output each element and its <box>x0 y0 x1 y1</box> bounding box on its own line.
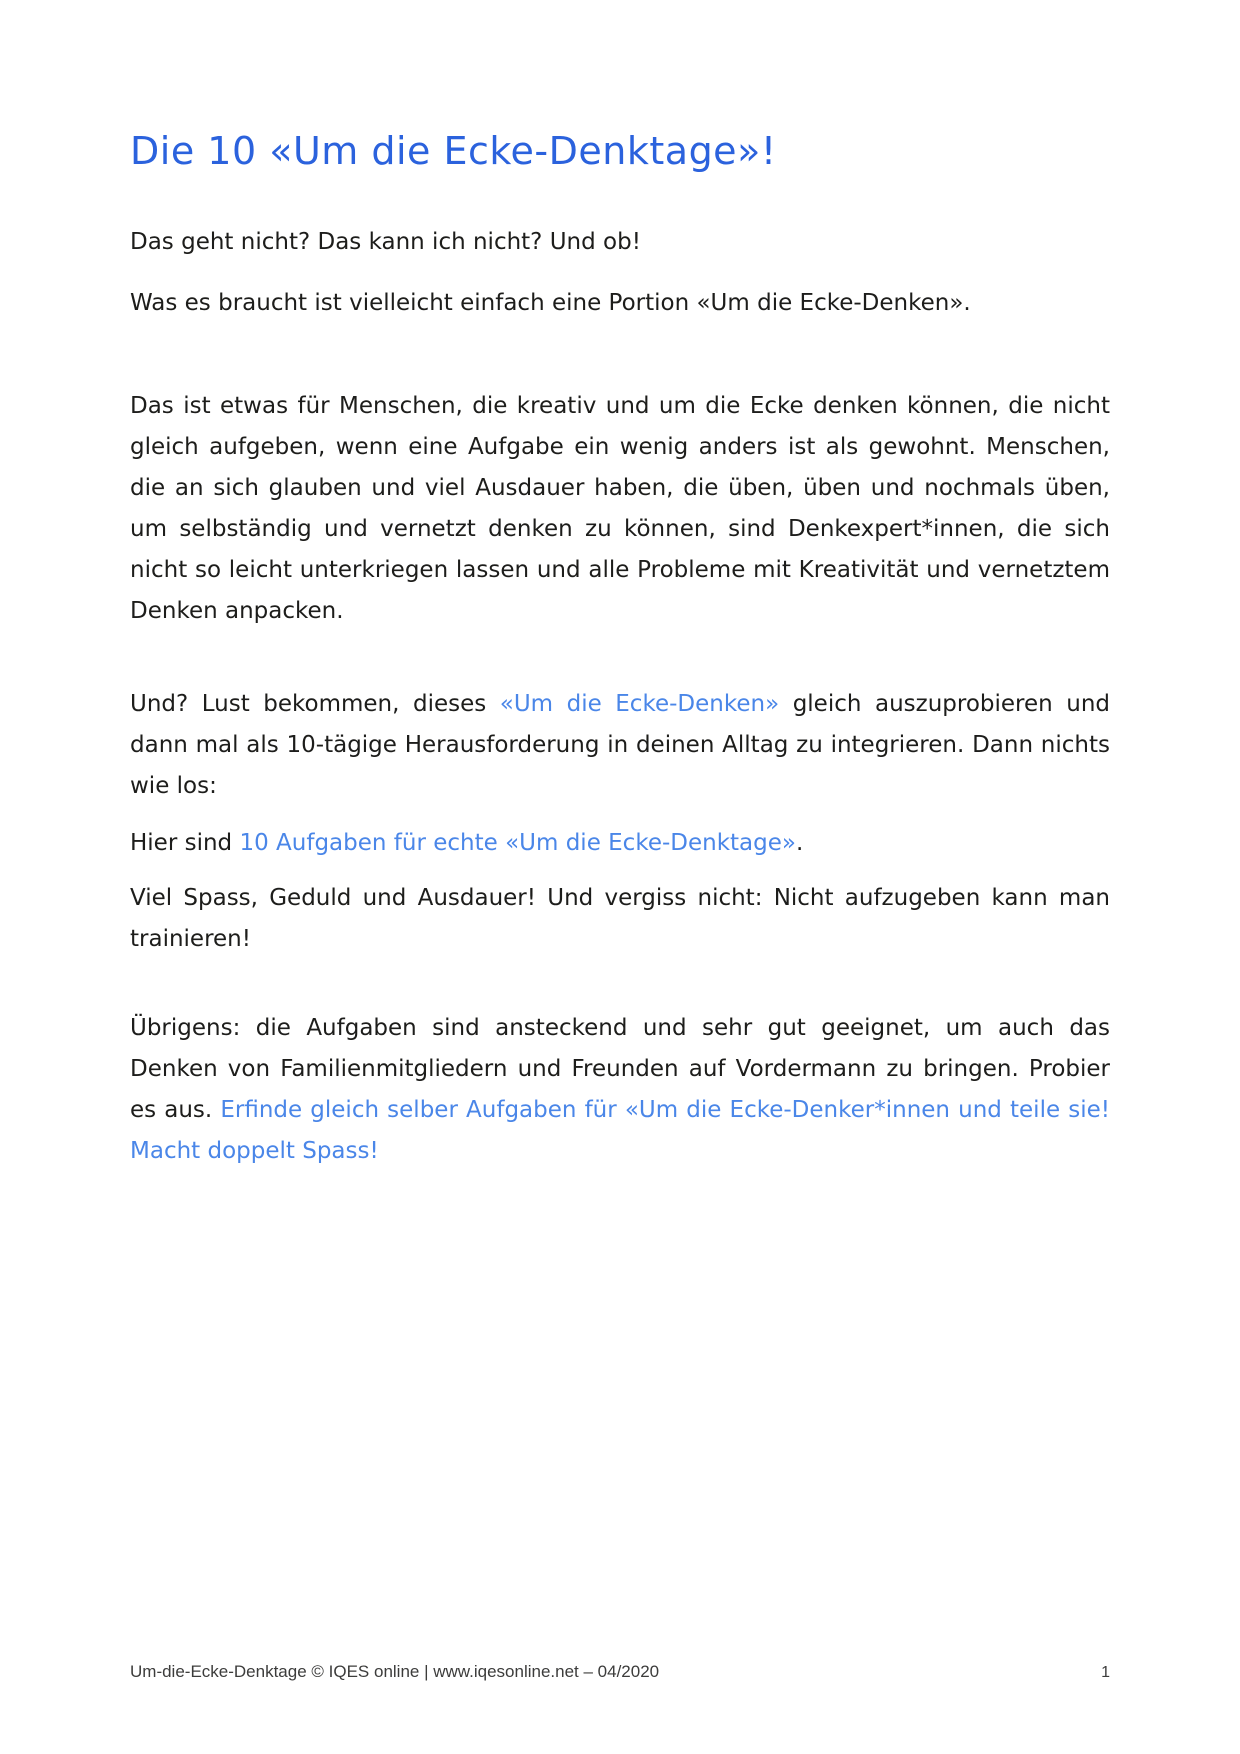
paragraph-3-text-start: Hier sind <box>130 829 240 856</box>
intro-line-2: Was es braucht ist vielleicht einfach eine Portion «Um die Ecke-Denken». <box>130 289 971 316</box>
body-paragraph-3 <box>130 823 1110 864</box>
intro-line-1: Das geht nicht? Das kann ich nicht? Und ob! <box>130 228 641 255</box>
body-paragraph-1: Das ist etwas für Menschen, die kreativ und um die Ecke denken können, die nicht gleich aufgeben, wenn eine Aufgabe ein wenig anders ist als gewohnt. Menschen, die an sich glauben und viel Ausdauer haben, die üben, üben und nochmals üben, um selbständig und vernetzt denken zu können, sind Denkexpert*innen, die sich nicht so leicht unterkriegen lassen und alle Probleme mit Kreativität und vernetztem Denken anpacken. <box>130 392 1110 624</box>
paragraph-3-highlight: 10 Aufgaben für echte «Um die Ecke-Denktage» <box>239 829 796 856</box>
page-content <box>0 128 1240 1172</box>
page-footer <box>130 1662 1110 1682</box>
paragraph-2-text-start: Und? Lust bekommen, dieses <box>130 690 500 717</box>
page-number: 1 <box>1101 1664 1110 1681</box>
paragraph-5-text-start: Übrigens: die Aufgaben sind ansteckend und sehr gut geeignet, um auch das Denken von Familienmitgliedern und Freunden auf Vordermann zu bringen. Probier es aus. <box>130 1014 1110 1123</box>
body-paragraph-5 <box>130 1008 1110 1172</box>
footer-text: Um-die-Ecke-Denktage © IQES online | www.iqesonline.net – 04/2020 <box>130 1662 660 1681</box>
paragraph-2-highlight: «Um die Ecke-Denken» <box>499 690 780 717</box>
body-paragraph-2 <box>130 684 1110 807</box>
paragraph-3-text-end: . <box>795 829 804 856</box>
body-paragraph-4: Viel Spass, Geduld und Ausdauer! Und vergiss nicht: Nicht aufzugeben kann man trainieren! <box>130 884 1110 952</box>
paragraph-2-text-end: gleich auszuprobieren und dann mal als 10-tägige Herausforderung in deinen Alltag zu integrieren. Dann nichts wie los: <box>130 690 1111 799</box>
paragraph-5-highlight: Erfinde gleich selber Aufgaben für «Um die Ecke-Denker*innen und teile sie! Macht doppelt Spass! <box>130 1096 1110 1164</box>
page-title: Die 10 «Um die Ecke-Denktage»! <box>130 129 777 173</box>
